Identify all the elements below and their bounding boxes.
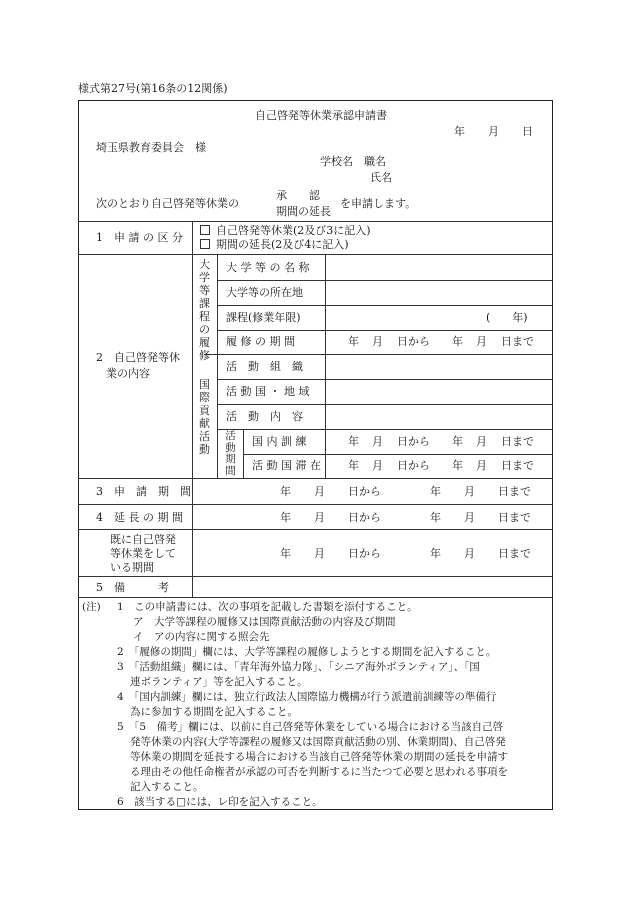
request-tail: を申請します。 (340, 197, 417, 210)
intl-group-label: 国際貢献活動 (199, 378, 210, 456)
rule-univ-3 (217, 330, 553, 331)
domestic-training-label: 国 内 訓 練 (252, 435, 307, 448)
period-request-to-day: 日まで (498, 485, 531, 498)
note-3a: 3 「活動組織」欄には、「青年海外協力隊」、「シニア海外ボランティア」、「国 (117, 661, 480, 673)
period-training-to-month: 月 (476, 435, 487, 448)
rule-intl-4 (243, 454, 553, 455)
note-2: 2 「履修の期間」欄には、大学等課程の履修しようとする期間を記入すること。 (117, 646, 497, 658)
period-stay-to-day: 日まで (501, 459, 534, 472)
period-previous-from-year: 年 (280, 547, 291, 560)
date-day: 日 (522, 125, 533, 138)
period-univ-from-year: 年 (348, 335, 359, 348)
checkbox-self-development[interactable] (200, 225, 210, 235)
note-5c: 等休業の期間を延長する場合における当該自己啓発等休業の期間の延長を申請す (130, 751, 508, 763)
note-6: 6 該当する□には、レ印を記入すること。 (117, 796, 323, 808)
period-univ-to-month: 月 (476, 335, 487, 348)
period-extension-to-year: 年 (430, 511, 441, 524)
note-1a: ア 大学等課程の履修又は国際貢献活動の内容及び期間 (133, 616, 396, 628)
checkbox-period-extension[interactable] (200, 239, 210, 249)
rule-sub-col (243, 429, 244, 478)
univ-name-label: 大 学 等 の 名 称 (226, 261, 310, 274)
date-month: 月 (488, 125, 499, 138)
form-title: 自己啓発等休業承認申請書 (255, 109, 387, 122)
rule-value-col (325, 254, 326, 454)
note-5a: 5 「5 備考」欄には、以前に自己啓発等休業をしている場合における当該自己啓 (117, 721, 504, 733)
prev-label-a: 既に自己啓発 (110, 533, 176, 546)
rule-row4-top (78, 504, 553, 505)
note-1: 1 この申請書には、次の事項を記載した書類を添付すること。 (117, 601, 418, 613)
name-label: 氏名 (370, 171, 392, 184)
row1-label: 1 申 請 の 区 分 (96, 231, 183, 244)
rule-sub-value-col (325, 429, 326, 478)
note-5e: 記入すること。 (130, 781, 204, 793)
rule-row3-top (78, 478, 553, 479)
rule-intl-2 (217, 404, 553, 405)
period-training-from-month: 月 (372, 435, 383, 448)
option-approve: 承 認 (276, 189, 320, 202)
period-previous-from-day: 日から (348, 547, 381, 560)
period-stay-from-day: 日から (397, 459, 430, 472)
intl-org-label: 活 動 組 織 (226, 360, 303, 373)
note-1b: イ アの内容に関する照会先 (133, 631, 270, 643)
period-request-from-day: 日から (348, 485, 381, 498)
period-previous-from-month: 月 (314, 547, 325, 560)
option-extend: 期間の延長 (276, 205, 331, 218)
rule-univ-1 (217, 280, 553, 281)
rule-univ-end (204, 354, 553, 355)
row1-option2 (200, 239, 349, 250)
row1-option1 (200, 225, 371, 236)
course-years: ( 年) (486, 311, 528, 324)
period-stay-to-month: 月 (476, 459, 487, 472)
addressee: 埼玉県教育委員会 様 (96, 141, 206, 154)
prev-label-b: 等休業をして (110, 547, 176, 560)
period-extension-from-year: 年 (280, 511, 291, 524)
rule-intl-1 (217, 379, 553, 380)
rule-group-col (217, 254, 218, 478)
date-year: 年 (454, 125, 465, 138)
period-request-from-year: 年 (280, 485, 291, 498)
rule-prev-top (78, 529, 553, 530)
period-univ-from-month: 月 (372, 335, 383, 348)
univ-group-label: 大学等課程の履修 (199, 258, 210, 362)
form-caption: 様式第27号(第16条の12関係) (78, 82, 228, 95)
univ-period-label: 履 修 の 期 間 (226, 335, 295, 348)
note-5d: る理由その他任命権者が承認の可否を判断するに当たつて必要と思われる事項を (130, 766, 508, 778)
period-stay-to-year: 年 (452, 459, 463, 472)
period-univ-to-year: 年 (452, 335, 463, 348)
row1-option2-label: 期間の延長(2及び4に記入) (216, 238, 349, 251)
note-4b: 為に参加する期間を記入すること。 (130, 706, 298, 718)
rule-row5-top (78, 576, 553, 577)
row2-label-b: 業の内容 (106, 367, 150, 380)
rule-intl-3 (217, 429, 553, 430)
period-previous-to-year: 年 (430, 547, 441, 560)
univ-location-label: 大学等の所在地 (226, 286, 303, 299)
rule-univ-2 (217, 305, 553, 306)
row4-label: 4 延 長 の 期 間 (96, 511, 183, 524)
overseas-stay-label: 活 動 国 滞 在 (252, 459, 321, 472)
prev-label-c: いる期間 (110, 561, 154, 574)
period-request-to-month: 月 (464, 485, 475, 498)
period-extension-to-day: 日まで (498, 511, 531, 524)
school-post-label: 学校名 職名 (320, 155, 386, 168)
request-lead: 次のとおり自己啓発等休業の (96, 197, 239, 210)
rule-label-col (192, 221, 193, 597)
rule-notes-top (78, 597, 553, 598)
note-3b: 連ボランティア」等を記入すること。 (130, 676, 308, 688)
intl-content-label: 活 動 内 容 (226, 410, 303, 423)
period-training-from-day: 日から (397, 435, 430, 448)
period-training-from-year: 年 (348, 435, 359, 448)
univ-course-label: 課程(修業年限) (226, 311, 301, 324)
row2-label-a: 2 自己啓発等休 (96, 351, 180, 364)
period-training-to-day: 日まで (501, 435, 534, 448)
period-univ-to-day: 日まで (501, 335, 534, 348)
period-previous-to-day: 日まで (498, 547, 531, 560)
row5-label: 5 備 考 (96, 581, 169, 594)
period-extension-to-month: 月 (464, 511, 475, 524)
activity-period-label: 活動期間 (225, 430, 236, 477)
period-stay-from-year: 年 (348, 459, 359, 472)
period-stay-from-month: 月 (372, 459, 383, 472)
note-5b: 発等休業の内容(大学等課程の履修又は国際貢献活動の別、休業期間)、自己啓発 (130, 736, 506, 748)
period-training-to-year: 年 (452, 435, 463, 448)
period-request-from-month: 月 (314, 485, 325, 498)
rule-row2-top (78, 254, 553, 255)
period-previous-to-month: 月 (464, 547, 475, 560)
row3-label: 3 申 請 期 間 (96, 485, 191, 498)
note-4a: 4 「国内訓練」欄には、独立行政法人国際協力機構が行う派遣前訓練等の準備行 (117, 691, 497, 703)
row1-option1-label: 自己啓発等休業(2及び3に記入) (216, 224, 371, 237)
notes-head: (注) (82, 601, 101, 613)
intl-country-label: 活 動 国 ・ 地 域 (226, 385, 310, 398)
period-extension-from-day: 日から (348, 511, 381, 524)
rule-row1-top (78, 221, 553, 222)
period-univ-from-day: 日から (397, 335, 430, 348)
period-request-to-year: 年 (430, 485, 441, 498)
period-extension-from-month: 月 (314, 511, 325, 524)
